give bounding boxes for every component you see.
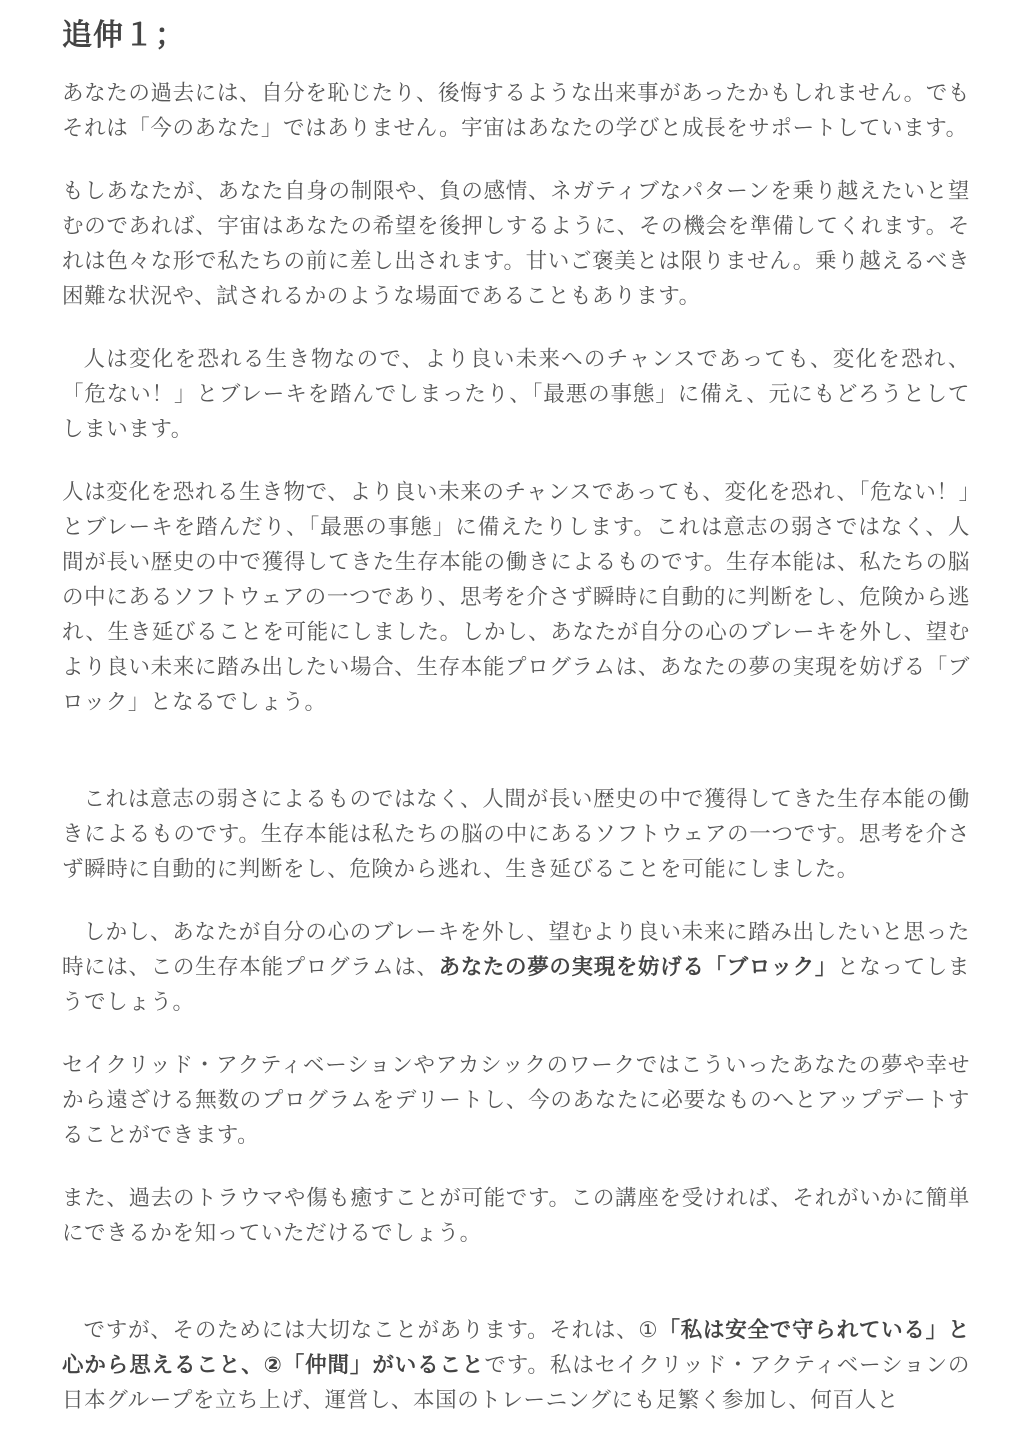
paragraph-universe-support: もしあなたが、あなた自身の制限や、負の感情、ネガティブなパターンを乗り越えたいと望むのであれば、宇宙はあなたの希望を後押しするように、その機会を準備してくれます。それは色々な形で私たちの前に差し出されます。甘いご褒美とは限りません。乗り越えるべき困難な状況や、試されるかのような場面であることもあります。 bbox=[62, 179, 970, 309]
paragraph-text: です。私はセイクリッド・アクティベーションの日本グループを立ち上げ、運営し、本国のトレーニングにも足繁く参加し、何百人と bbox=[62, 1353, 970, 1413]
paragraph-text: となってしまうでしょう。 bbox=[62, 955, 970, 1015]
paragraph-text: しかし、あなたが自分の心のブレーキを外し、望むより良い未来に踏み出したいと思った時には、この生存本能プログラムは、 bbox=[62, 920, 970, 980]
paragraph-important-points bbox=[62, 1313, 970, 1418]
emphasis-text: 「私は安全で守られている」と心から思えること、②「仲間」がいること bbox=[62, 1318, 970, 1378]
paragraph-brake-block bbox=[62, 915, 970, 1020]
emphasis-text: あなたの夢の実現を妨げる「ブロック」 bbox=[438, 955, 838, 980]
paragraph-survival-instinct: 人は変化を恐れる生き物で、より良い未来のチャンスであっても、変化を恐れ、「危ない！」とブレーキを踏んだり、「最悪の事態」に備えたりします。これは意志の弱さではなく、人間が長い歴史の中で獲得してきた生存本能の働きによるものです。生存本能は、私たちの脳の中にあるソフトウェアの一つであり、思考を介さず瞬時に自動的に判断をし、危険から逃れ、生き延びることを可能にしました。しかし、あなたが自分の心のブレーキを外し、望むより良い未来に踏み出したい場合、生存本能プログラムは、あなたの夢の実現を妨げる「ブロック」となるでしょう。 bbox=[62, 480, 970, 715]
section-heading: 追伸１； bbox=[62, 18, 186, 53]
paragraph-past: あなたの過去には、自分を恥じたり、後悔するような出来事があったかもしれません。でもそれは「今のあなた」ではありません。宇宙はあなたの学びと成長をサポートしています。 bbox=[62, 81, 970, 141]
article-body bbox=[62, 0, 970, 1418]
paragraph-activation-work: セイクリッド・アクティベーションやアカシックのワークではこういったあなたの夢や幸せから遠ざける無数のプログラムをデリートし、今のあなたに必要なものへとアップデートすることができます。 bbox=[62, 1053, 970, 1148]
paragraph-trauma-healing: また、過去のトラウマや傷も癒すことが可能です。この講座を受ければ、それがいかに簡単にできるかを知っていただけるでしょう。 bbox=[62, 1186, 970, 1246]
paragraph-fear-of-change: 人は変化を恐れる生き物なので、より良い未来へのチャンスであっても、変化を恐れ、「危ない！」とブレーキを踏んでしまったり、「最悪の事態」に備え、元にもどろうとしてしまいます。 bbox=[62, 347, 970, 442]
paragraph-willpower: これは意志の弱さによるものではなく、人間が長い歴史の中で獲得してきた生存本能の働きによるものです。生存本能は私たちの脳の中にあるソフトウェアの一つです。思考を介さず瞬時に自動的に判断をし、危険から逃れ、生き延びることを可能にしました。 bbox=[62, 787, 970, 882]
paragraph-text: ですが、そのためには大切なことがあります。それは、① bbox=[83, 1318, 659, 1343]
